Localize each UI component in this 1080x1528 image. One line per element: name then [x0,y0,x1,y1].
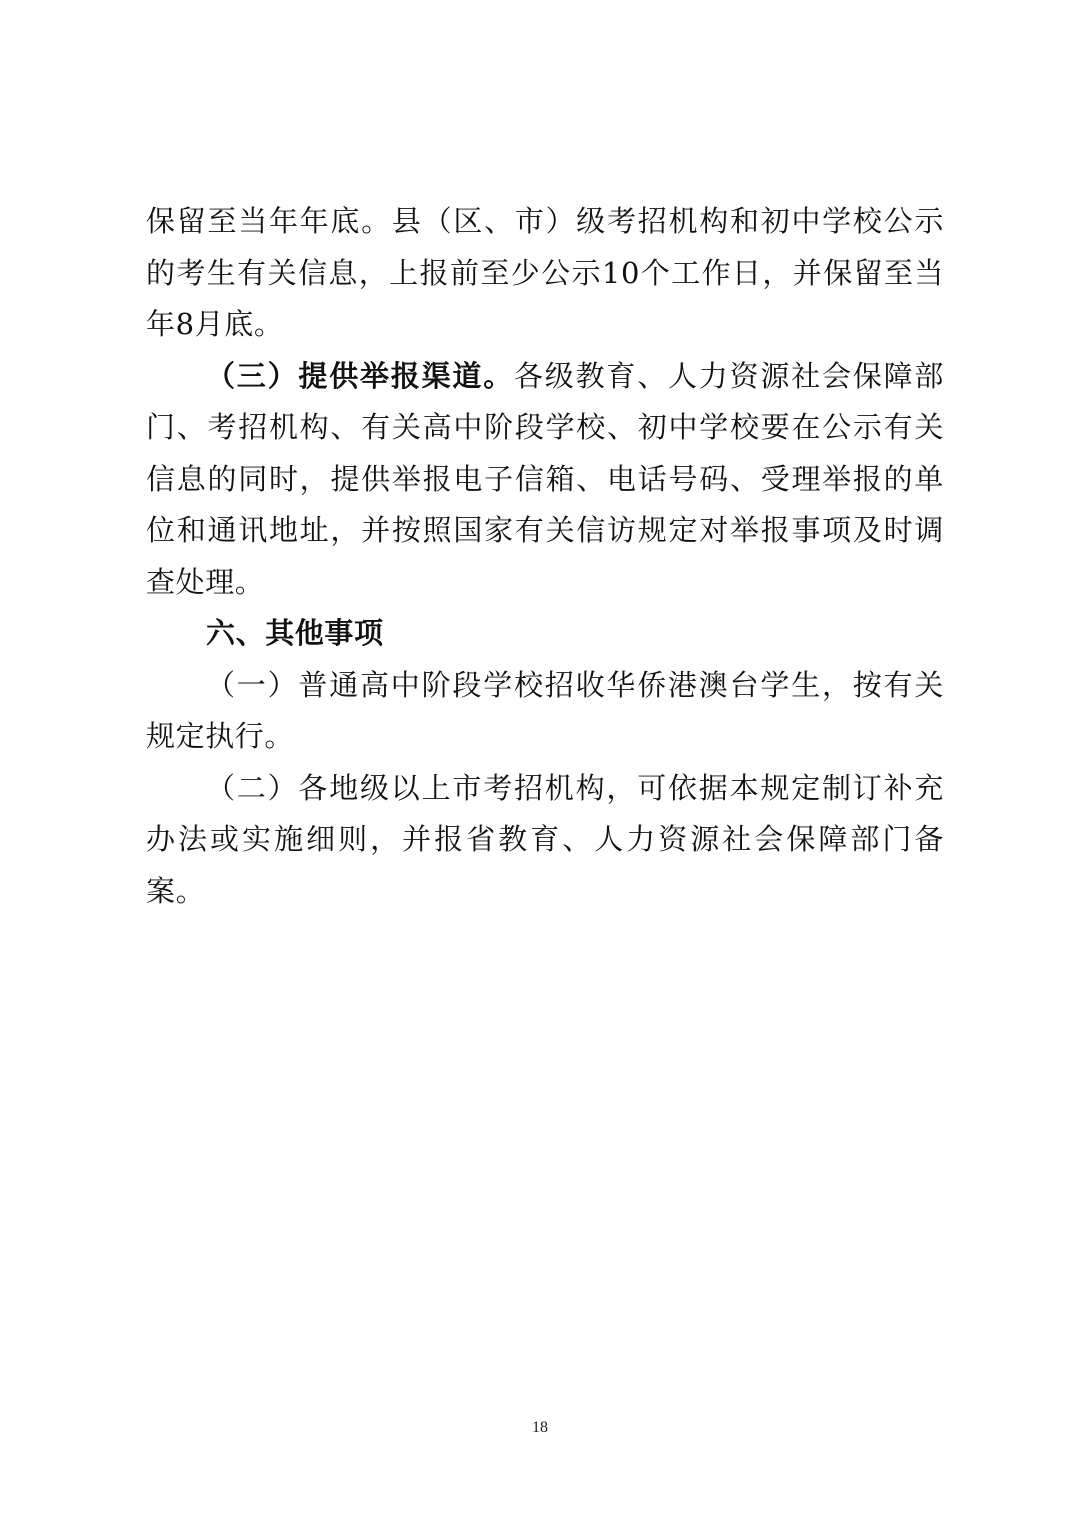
document-body [146,196,944,917]
paragraph-overseas-students: （一）普通高中阶段学校招收华侨港澳台学生，按有关规定执行。 [146,667,944,753]
paragraph-supplementary-rules: （二）各地级以上市考招机构，可依据本规定制订补充办法或实施细则，并报省教育、人力资源社会保障部门备案。 [146,770,944,908]
paragraph-reporting-channels [146,351,944,609]
paragraph-body-text: 各级教育、人力资源社会保障部门、考招机构、有关高中阶段学校、初中学校要在公示有关信息的同时，提供举报电子信箱、电话号码、受理举报的单位和通讯地址，并按照国家有关信访规定对举报事项及时调查处理。 [146,358,944,599]
paragraph-lead-title: （三）提供举报渠道。 [206,358,514,393]
page-number: 18 [532,1419,548,1436]
paragraph-publicity-retention: 保留至当年年底。县（区、市）级考招机构和初中学校公示的考生有关信息，上报前至少公示10个工作日，并保留至当年8月底。 [146,204,944,341]
section-heading-other-matters: 六、其他事项 [206,616,384,650]
